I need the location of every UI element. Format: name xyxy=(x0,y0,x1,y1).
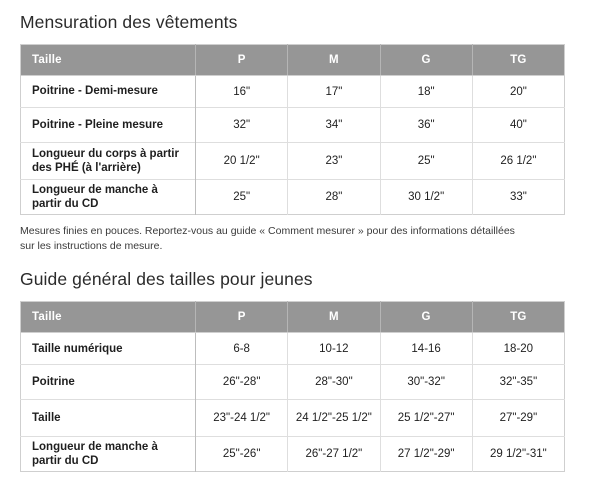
cell-value: 27 1/2"-29" xyxy=(380,437,472,472)
row-label: Taille numérique xyxy=(21,333,196,365)
cell-value: 18" xyxy=(380,76,472,108)
cell-value: 26 1/2" xyxy=(472,143,564,180)
cell-value: 25 1/2"-27" xyxy=(380,400,472,437)
cell-value: 26"-27 1/2" xyxy=(288,437,380,472)
measurement-note xyxy=(20,215,576,254)
column-header-size: Taille xyxy=(21,302,196,333)
column-header-p: P xyxy=(196,302,288,333)
cell-value: 25" xyxy=(380,143,472,180)
row-label: Poitrine xyxy=(21,365,196,400)
table-row xyxy=(21,143,565,180)
garment-measurements-table xyxy=(20,44,565,215)
table-row xyxy=(21,108,565,143)
cell-value: 18-20 xyxy=(472,333,564,365)
cell-value: 23"-24 1/2" xyxy=(196,400,288,437)
cell-value: 30 1/2" xyxy=(380,180,472,215)
youth-size-guide-table xyxy=(20,301,565,472)
page-title-youth-size-guide: Guide général des tailles pour jeunes xyxy=(20,269,313,290)
cell-value: 40" xyxy=(472,108,564,143)
cell-value: 28" xyxy=(288,180,380,215)
cell-value: 30"-32" xyxy=(380,365,472,400)
table-body xyxy=(21,333,565,472)
cell-value: 26"-28" xyxy=(196,365,288,400)
table-row xyxy=(21,365,565,400)
cell-value: 25"-26" xyxy=(196,437,288,472)
table-header-row xyxy=(21,45,565,76)
row-label: Poitrine - Demi-mesure xyxy=(21,76,196,108)
column-header-tg: TG xyxy=(472,302,564,333)
cell-value: 10-12 xyxy=(288,333,380,365)
cell-value: 34" xyxy=(288,108,380,143)
cell-value: 20 1/2" xyxy=(196,143,288,180)
cell-value: 25" xyxy=(196,180,288,215)
row-label: Longueur de manche à partir du CD xyxy=(21,437,196,472)
table-header-row xyxy=(21,302,565,333)
table-header xyxy=(21,45,565,76)
cell-value: 29 1/2"-31" xyxy=(472,437,564,472)
page-title-garment-measurements: Mensuration des vêtements xyxy=(20,12,238,32)
cell-value: 32" xyxy=(196,108,288,143)
cell-value: 28"-30" xyxy=(288,365,380,400)
cell-value: 27"-29" xyxy=(472,400,564,437)
table-header xyxy=(21,302,565,333)
row-label: Longueur du corps à partir des PHÉ (à l'arrière) xyxy=(21,143,196,180)
column-header-g: G xyxy=(380,302,472,333)
cell-value: 36" xyxy=(380,108,472,143)
column-header-g: G xyxy=(380,45,472,76)
cell-value: 32"-35" xyxy=(472,365,564,400)
cell-value: 16" xyxy=(196,76,288,108)
table-row xyxy=(21,400,565,437)
table-row xyxy=(21,180,565,215)
cell-value: 6-8 xyxy=(196,333,288,365)
row-label: Poitrine - Pleine mesure xyxy=(21,108,196,143)
column-header-m: M xyxy=(288,45,380,76)
cell-value: 33" xyxy=(472,180,564,215)
cell-value: 20" xyxy=(472,76,564,108)
cell-value: 24 1/2"-25 1/2" xyxy=(288,400,380,437)
column-header-p: P xyxy=(196,45,288,76)
table-body xyxy=(21,76,565,215)
column-header-size: Taille xyxy=(21,45,196,76)
row-label: Longueur de manche à partir du CD xyxy=(21,180,196,215)
column-header-m: M xyxy=(288,302,380,333)
row-label: Taille xyxy=(21,400,196,437)
table-row xyxy=(21,76,565,108)
table-row xyxy=(21,333,565,365)
measurement-note-line-2: sur les instructions de mesure. xyxy=(20,240,163,253)
measurement-note-line-1: Mesures finies en pouces. Reportez-vous au guide « Comment mesurer » pour des informations détaillées xyxy=(20,225,515,237)
column-header-tg: TG xyxy=(472,45,564,76)
cell-value: 23" xyxy=(288,143,380,180)
table-row xyxy=(21,437,565,472)
cell-value: 14-16 xyxy=(380,333,472,365)
cell-value: 17" xyxy=(288,76,380,108)
